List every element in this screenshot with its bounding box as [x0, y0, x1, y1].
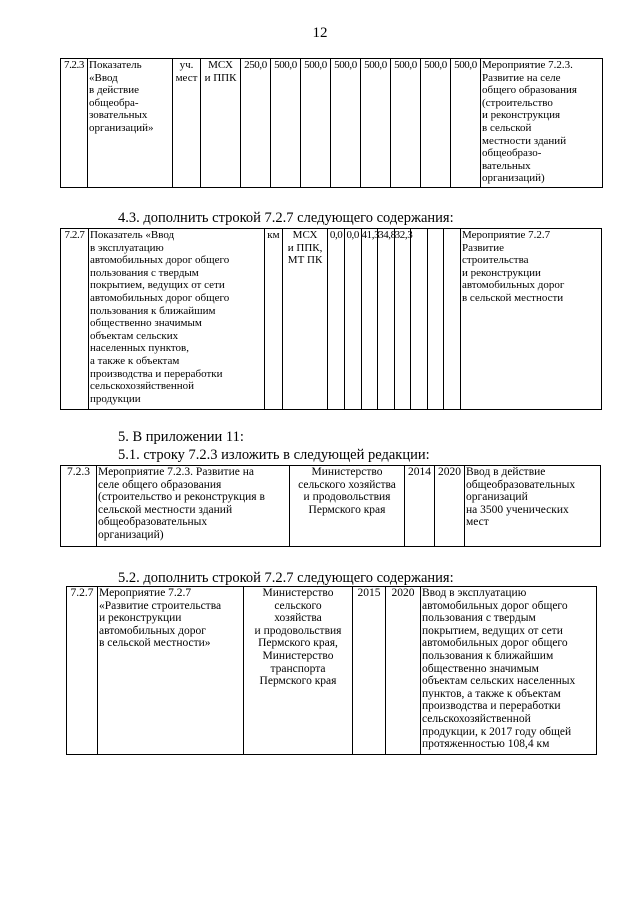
row-code: 7.2.3 — [61, 59, 88, 188]
value-cell: 0,0 — [344, 229, 361, 410]
row-code: 7.2.7 — [67, 587, 98, 755]
measure-table-727 — [66, 586, 597, 755]
value-cell: 500,0 — [421, 59, 451, 188]
indicator-table-727 — [60, 228, 602, 410]
measure: Мероприятие 7.2.3. Развитие на селе общего образования (строительство и реконструкция в сельской местности зданий общеобразовательных организаций) — [97, 466, 290, 547]
row-code: 7.2.7 — [61, 229, 89, 410]
start-year: 2014 — [405, 466, 435, 547]
section-heading-5: 5. В приложении 11: — [118, 429, 244, 445]
executor: Министерство сельского хозяйства и продовольствия Пермского края, Министерство транспорта Пермского края — [244, 587, 353, 755]
value-cell: 500,0 — [391, 59, 421, 188]
value-cell: 500,0 — [301, 59, 331, 188]
value-cell: 41,3 — [361, 229, 378, 410]
row-code: 7.2.3 — [61, 466, 97, 547]
section-heading-5-2: 5.2. дополнить строкой 7.2.7 следующего содержания: — [118, 570, 454, 586]
value-cell: 500,0 — [451, 59, 481, 188]
executor: МСХ и ППК — [201, 59, 241, 188]
value-cell: 250,0 — [241, 59, 271, 188]
value-cell: 500,0 — [331, 59, 361, 188]
unit: уч. мест — [173, 59, 201, 188]
unit: км — [265, 229, 283, 410]
value-cell: 500,0 — [271, 59, 301, 188]
table-row — [67, 587, 597, 755]
value-cell — [427, 229, 444, 410]
page-number: 12 — [312, 25, 328, 41]
section-heading-5-1: 5.1. строку 7.2.3 изложить в следующей редакции: — [118, 447, 430, 463]
value-cell — [444, 229, 461, 410]
value-cell — [411, 229, 428, 410]
end-year: 2020 — [435, 466, 465, 547]
executor: Министерство сельского хозяйства и продовольствия Пермского края — [290, 466, 405, 547]
result: Ввод в эксплуатацию автомобильных дорог общего пользования с твердым покрытием, ведущих от сети автомобильных дорог общего пользования к ближайшим общественно значимым объектам сельских населенных пунктов, а также к объектам производства и переработки сельскохозяйственной продукции, к 2017 году общей протяженностью 108,4 км — [421, 587, 597, 755]
measure-table-723 — [60, 465, 601, 547]
table-row — [61, 466, 601, 547]
result: Ввод в действие общеобразовательных организаций на 3500 ученических мест — [465, 466, 601, 547]
indicator-name: Показатель «Ввод в эксплуатацию автомобильных дорог общего пользования с твердым покрытием, ведущих от сети автомобильных дорог общего пользования к ближайшим общественно значимым объектам сельских населенных пунктов, а также к объектам производства и переработки сельскохозяйственной продукции — [88, 229, 264, 410]
section-heading-4-3: 4.3. дополнить строкой 7.2.7 следующего содержания: — [118, 210, 454, 226]
indicator-name: Показатель «Ввод в действие общеобра- зовательных организаций» — [88, 59, 173, 188]
table-row — [61, 59, 603, 188]
start-year: 2015 — [353, 587, 386, 755]
measure: Мероприятие 7.2.7 «Развитие строительства и реконструкции автомобильных дорог в сельской местности» — [98, 587, 244, 755]
executor: МСХ и ППК, МТ ПК — [282, 229, 328, 410]
table-row — [61, 229, 602, 410]
end-year: 2020 — [386, 587, 421, 755]
value-cell: 32,3 — [394, 229, 411, 410]
value-cell: 34,8 — [378, 229, 395, 410]
value-cell: 0,0 — [328, 229, 345, 410]
measure: Мероприятие 7.2.7 Развитие строительства и реконструкции автомобильных дорог в сельской местности — [460, 229, 601, 410]
indicator-table-723 — [60, 58, 603, 188]
measure: Мероприятие 7.2.3. Развитие на селе общего образования (строительство и реконструкция в сельской местности зданий общеобразо- вательных организаций) — [481, 59, 603, 188]
value-cell: 500,0 — [361, 59, 391, 188]
